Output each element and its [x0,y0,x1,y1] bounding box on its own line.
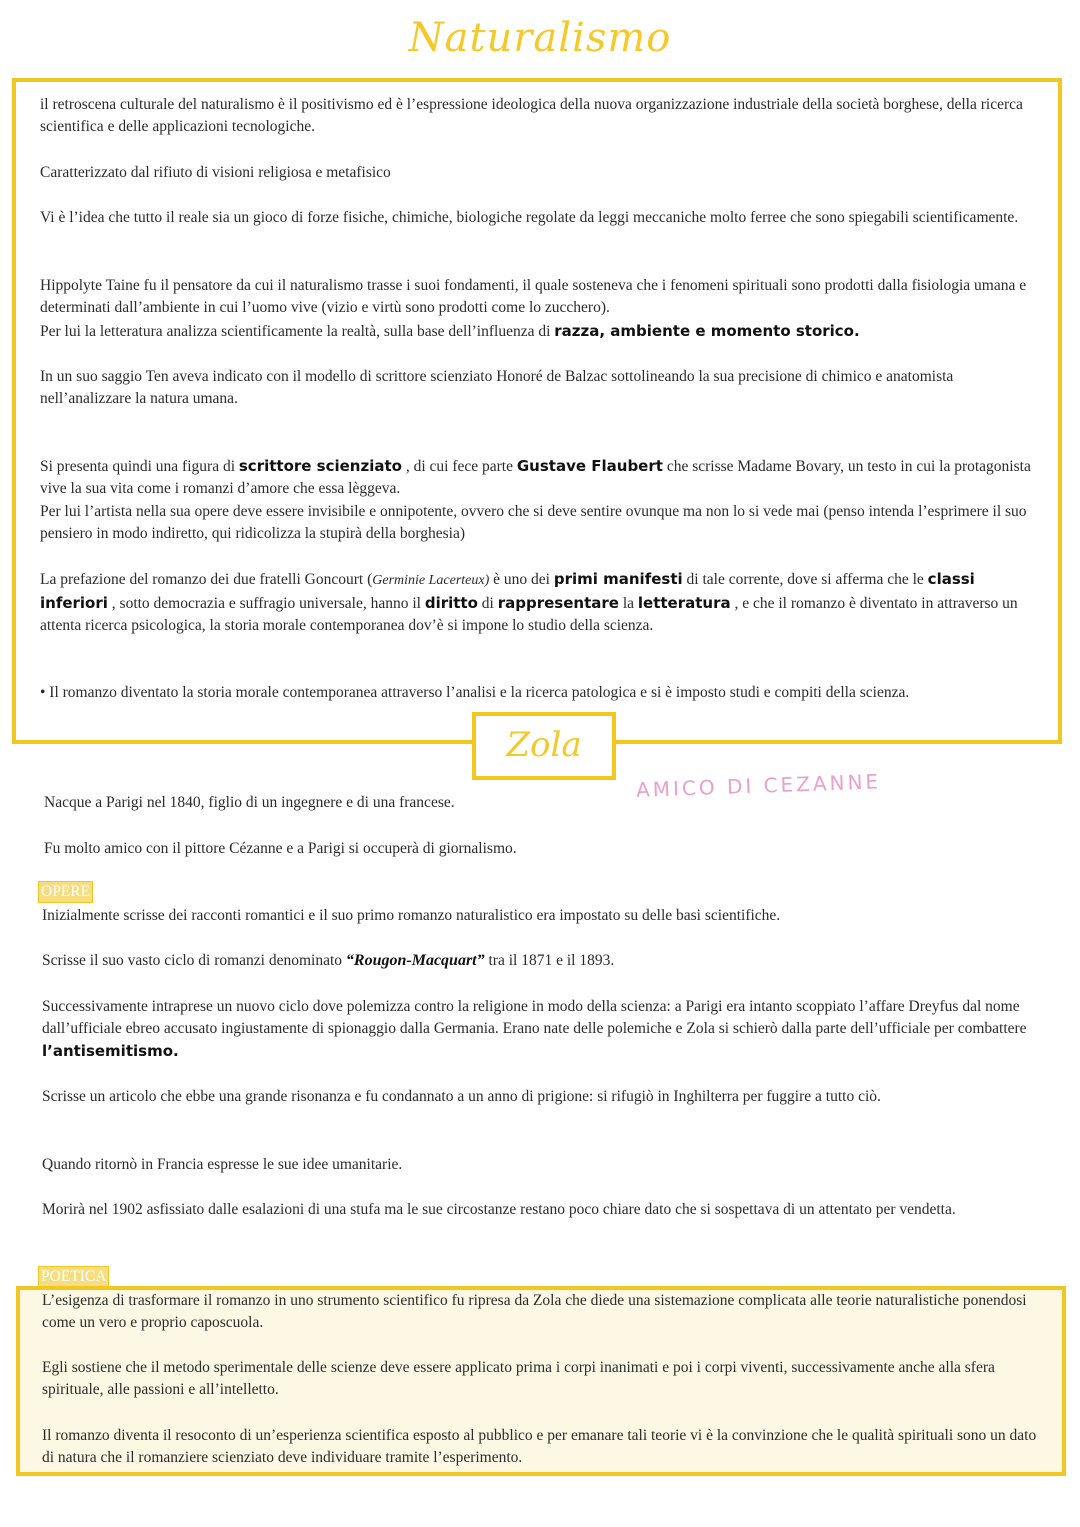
page-title: Naturalismo [408,15,672,61]
zola-heading: Zola [472,712,616,780]
opere-paragraph-4: Scrisse un articolo che ebbe una grande risonanza e fu condannato a un anno di prigione: si rifugiò in Inghilterra per fuggire a tutto ciò. [42,1088,881,1105]
naturalismo-paragraph-2: Caratterizzato dal rifiuto di visioni religiosa e metafisico [40,164,391,181]
naturalismo-paragraph-3: Vi è l’idea che tutto il reale sia un gioco di forze fisiche, chimiche, biologiche regolate da leggi meccaniche molto ferree che sono spiegabili scientificamente. [40,209,1019,226]
opere-paragraph-5: Quando ritornò in Francia espresse le sue idee umanitarie. [42,1156,403,1173]
poetica-paragraph-1: L’esigenza di trasformare il romanzo in uno strumento scientifico fu ripresa da Zola che diede una sistemazione complicata alle teorie naturalistiche ponendosi come un vero e proprio caposcuola. [42,1292,1027,1331]
naturalismo-paragraph-1: il retroscena culturale del naturalismo è il positivismo ed è l’espressione ideologica della nuova organizzazione industriale della società borghese, della ricerca scientifica e delle applicazioni tecnologiche. [40,96,1023,135]
opere-paragraph-1: Inizialmente scrisse dei racconti romantici e il suo primo romanzo naturalistico era impostato su delle basi scientifiche. [42,907,781,924]
goncourt-title: Germinie Lacerteux) [372,573,490,588]
poetica-paragraph-2: Egli sostiene che il metodo sperimentale delle scienze deve essere applicato prima i corpi inanimati e poi i corpi viventi, successivamente anche alla sfera spirituale, alle passioni e all’intelletto. [42,1359,995,1398]
opere-label: OPERE [38,881,93,903]
opere-paragraph-2: Scrisse il suo vasto ciclo di romanzi denominato “Rougon-Macquart” tra il 1871 e il 1893. [42,952,615,969]
opere-paragraph-6: Morirà nel 1902 asfissiato dalle esalazioni di una stufa ma le sue circostanze restano poco chiare dato che si sospettava di un attentato per vendetta. [42,1201,956,1218]
poetica-paragraph-3: Il romanzo diventa il resoconto di un’esperienza scientifica esposto al pubblico e per emanare tali teorie vi è la convinzione che le qualità spirituali sono un dato di natura che il romanziere scienziato deve individuare tramite l’esperimento. [42,1427,1037,1466]
naturalismo-paragraph-6: In un suo saggio Ten aveva indicato con il modello di scrittore scienziato Honoré de Balzac sottolineando la sua precisione di chimico e anatomista nell’analizzare la natura umana. [40,368,954,407]
zola-paragraph-1: Nacque a Parigi nel 1840, figlio di un ingegnere e di una francese. [44,794,455,811]
zola-paragraph-2: Fu molto amico con il pittore Cézanne e a Parigi si occuperà di giornalismo. [44,840,517,857]
naturalismo-paragraph-4: Hippolyte Taine fu il pensatore da cui il naturalismo trasse i suoi fondamenti, il quale sosteneva che i fenomeni spirituali sono prodotti dalla fisiologia umana e determinati dall’ambiente in cui l’uomo vive (vizio e virtù sono prodotti come lo zucchero). [40,277,1027,316]
naturalismo-paragraph-8: Per lui l’artista nella sua opere deve essere invisibile e onnipotente, ovvero che si deve sentire ovunque ma non lo si vede mai (penso intenda l’esprimere il suo pensiero in modo indiretto, qui ridicolizza la stupirà della borghesia) [40,503,1027,542]
bold-scrittore-scienziato: scrittore scienziato [238,457,402,475]
naturalismo-paragraph-7: Si presenta quindi una figura di scrittore scienziato , di cui fece parte Gustave Flaubert che scrisse Madame Bovary, un testo in cui la protagonista vive la sua vita come i romanzi d’amore che essa lèggeva. [40,457,1031,497]
opere-paragraph-3: Successivamente intraprese un nuovo ciclo dove polemizza contro la religione in modo della scienza: a Parigi era intanto scoppiato l’affare Dreyfus dal nome dall’ufficiale ebreo accusato ingiustamente di spionaggio dalla Germania. Erano nate delle polemiche e Zola si schierò dalla parte dell’ufficiale per combattere l’antisemitismo. [42,998,1027,1060]
naturalismo-paragraph-5: Per lui la letteratura analizza scientificamente la realtà, sulla base dell’influenza di razza, ambiente e momento storico. [40,322,860,340]
bold-antisemitismo: l’antisemitismo. [42,1042,179,1060]
rougon-macquart-title: “Rougon-Macquart” [345,952,485,969]
poetica-label: POETICA [38,1266,109,1288]
naturalismo-paragraph-10: • Il romanzo diventato la storia morale contemporanea attraverso l’analisi e la ricerca patologica e si è imposto studi e compiti della scienza. [40,684,910,701]
naturalismo-paragraph-9: La prefazione del romanzo dei due fratelli Goncourt (Germinie Lacerteux) è uno dei primi manifesti di tale corrente, dove si afferma che le classi inferiori , sotto democrazia e suffragio universale, hanno il diritto di rappresentare la letteratura , e che il romanzo è diventato in attraverso un attenta ricerca psicologica, la storia morale contemporanea dov’è si impone lo studio della scienza. [40,570,1018,634]
handwritten-note: AMICO DI CEZANNE [635,769,882,802]
bold-flaubert: Gustave Flaubert [516,457,663,475]
bold-razza-ambiente: razza, ambiente e momento storico. [554,322,860,340]
